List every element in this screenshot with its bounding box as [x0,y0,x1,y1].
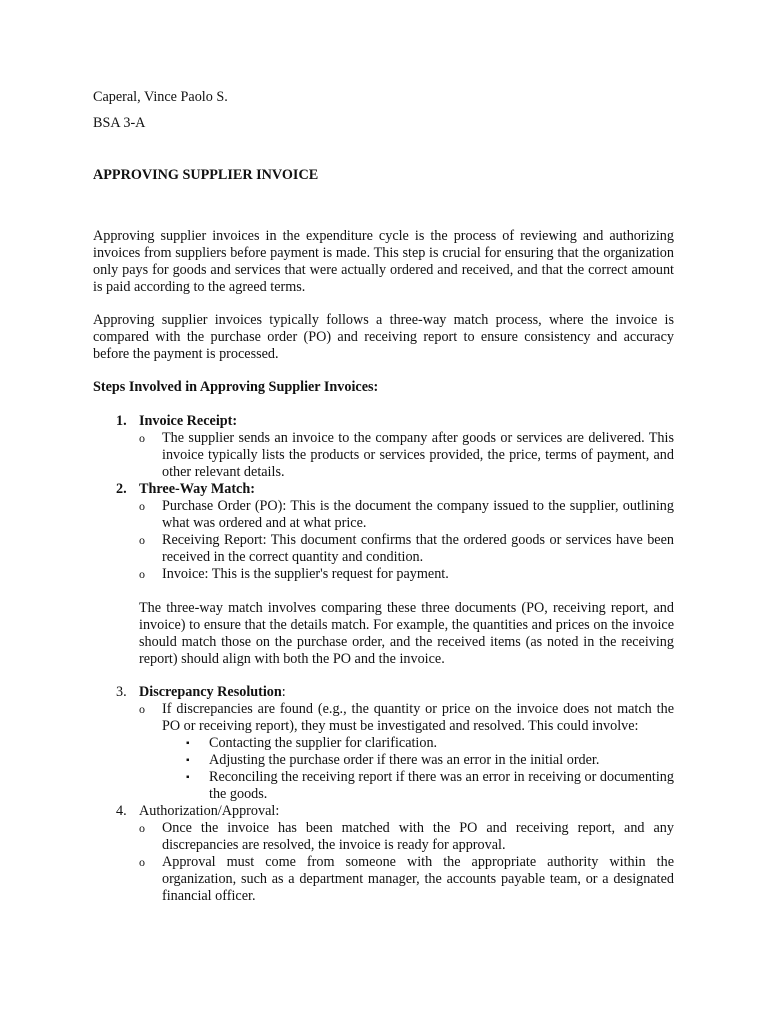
step-1-bullet-1: o The supplier sends an invoice to the company after goods or services are delivered. This invoice typically lists the products or services provided, the price, terms of payment, and other relevant details. [139,430,674,480]
bullet-marker: o [139,567,145,581]
bullet-marker: o [139,821,145,835]
document-title: APPROVING SUPPLIER INVOICE [93,167,319,183]
steps-list-b [116,684,674,905]
step-2 [116,481,674,498]
step-title: Three-Way Match: [139,481,255,497]
step-3-sub-bullet-2: ▪ Adjusting the purchase order if there was an error in the initial order. [186,752,600,768]
bullet-marker: o [139,499,145,513]
step-2-bullet-1: o Purchase Order (PO): This is the document the company issued to the supplier, outlining what was ordered and at what price. [139,498,674,531]
step-3: 3. Discrepancy Resolution: [116,684,286,700]
three-way-match-note: The three-way match involves comparing these three documents (PO, receiving report, and invoice) to ensure that the details match. For example, the quantities and prices on the invoice should match those on the purchase order, and the received items (as noted in the receiving report) should align with both the PO and the invoice. [139,600,674,667]
bullet-marker: o [139,855,145,869]
square-bullet-marker: ▪ [186,738,190,749]
step-3-sub-bullet-3: ▪ Reconciling the receiving report if there was an error in receiving or documenting the goods. [186,769,674,802]
steps-heading: Steps Involved in Approving Supplier Invoices: [93,379,379,395]
step-number: 2. [116,481,127,497]
step-4-bullet-2: o Approval must come from someone with the appropriate authority within the organization, such as a department manager, the accounts payable team, or a designated financial officer. [139,854,674,904]
step-4 [116,803,674,820]
step-3-bullet-1: o If discrepancies are found (e.g., the quantity or price on the invoice does not match the PO or receiving report), they must be investigated and resolved. This could involve: [139,701,674,734]
bullet-marker: o [139,533,145,547]
intro-paragraph-1: Approving supplier invoices in the expenditure cycle is the process of reviewing and authorizing invoices from suppliers before payment is made. This step is crucial for ensuring that the organization only pays for goods and services that were actually ordered and received, and that the correct amount is paid according to the agreed terms. [93,228,674,295]
step-title: Invoice Receipt: [139,413,238,429]
square-bullet-marker: ▪ [186,755,190,766]
bullet-marker: o [139,431,145,445]
step-number: 3. [116,684,127,700]
class-section: BSA 3-A [93,115,146,131]
step-title: Authorization/Approval: [139,803,280,819]
intro-paragraph-2: Approving supplier invoices typically follows a three-way match process, where the invoice is compared with the purchase order (PO) and receiving report to ensure consistency and accuracy before the payment is processed. [93,312,674,362]
step-number: 4. [116,803,127,819]
step-4-bullet-1: o Once the invoice has been matched with the PO and receiving report, and any discrepancies are resolved, the invoice is ready for approval. [139,820,674,853]
square-bullet-marker: ▪ [186,772,190,783]
step-number: 1. [116,413,127,429]
steps-list-a [116,413,674,583]
step-3-sub-bullet-1: ▪ Contacting the supplier for clarification. [186,735,438,751]
step-1 [116,413,674,430]
bullet-marker: o [139,702,145,716]
step-2-bullet-3: o Invoice: This is the supplier's request for payment. [139,566,449,582]
three-way-note-block [116,600,674,668]
step-2-bullet-2: o Receiving Report: This document confirms that the ordered goods or services have been received in the correct quantity and condition. [139,532,674,565]
step-title: Discrepancy Resolution [139,684,282,700]
author-name: Caperal, Vince Paolo S. [93,89,228,105]
